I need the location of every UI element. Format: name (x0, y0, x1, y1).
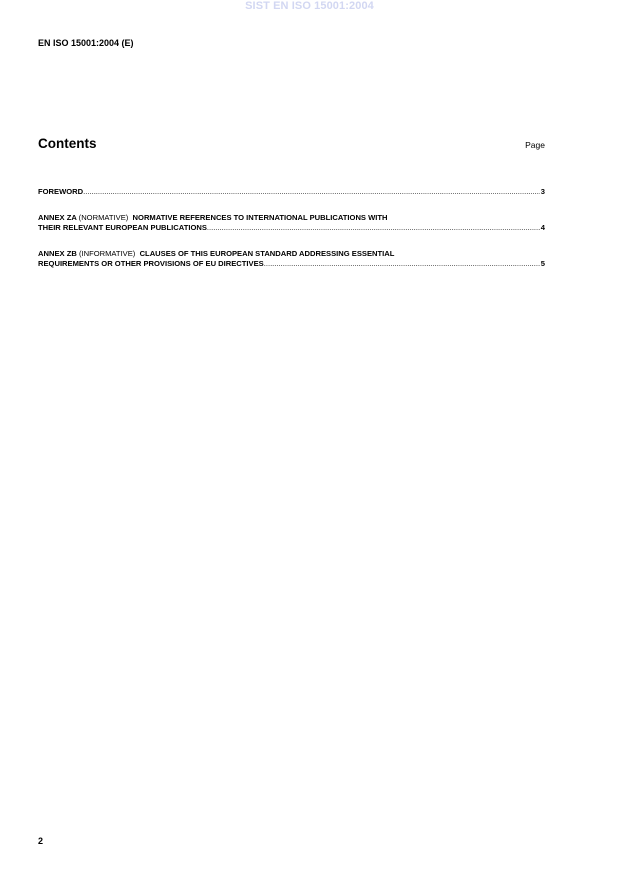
toc-entry-annex-zb[interactable] (38, 249, 545, 269)
contents-title: Contents (38, 136, 97, 151)
toc-entry-annex-za[interactable] (38, 213, 545, 233)
toc-entry-title-line2: THEIR RELEVANT EUROPEAN PUBLICATIONS (38, 223, 207, 232)
toc-entry-title: FOREWORD (38, 187, 84, 196)
document-id: EN ISO 15001:2004 (E) (38, 38, 134, 48)
contents-header (38, 136, 545, 151)
toc-entry-prefix: ANNEX ZA (38, 213, 77, 222)
watermark: SIST EN ISO 15001:2004 (245, 0, 374, 12)
toc-entry-page: 4 (540, 223, 545, 232)
toc-entry-page: 5 (540, 259, 545, 268)
toc-entry-foreword[interactable] (38, 187, 545, 197)
toc-entry-title-line1: CLAUSES OF THIS EUROPEAN STANDARD ADDRESSING ESSENTIAL (139, 249, 395, 258)
page-column-label: Page (525, 140, 545, 150)
toc-entry-title-line2: REQUIREMENTS OR OTHER PROVISIONS OF EU DIRECTIVES (38, 259, 264, 268)
toc-entry-title-line1: NORMATIVE REFERENCES TO INTERNATIONAL PUBLICATIONS WITH (132, 213, 388, 222)
toc-entry-kind: (INFORMATIVE) (78, 249, 136, 258)
toc-entry-prefix: ANNEX ZB (38, 249, 77, 258)
table-of-contents (38, 187, 545, 285)
toc-entry-kind: (NORMATIVE) (78, 213, 129, 222)
toc-entry-page: 3 (540, 187, 545, 196)
page-number: 2 (38, 836, 44, 846)
